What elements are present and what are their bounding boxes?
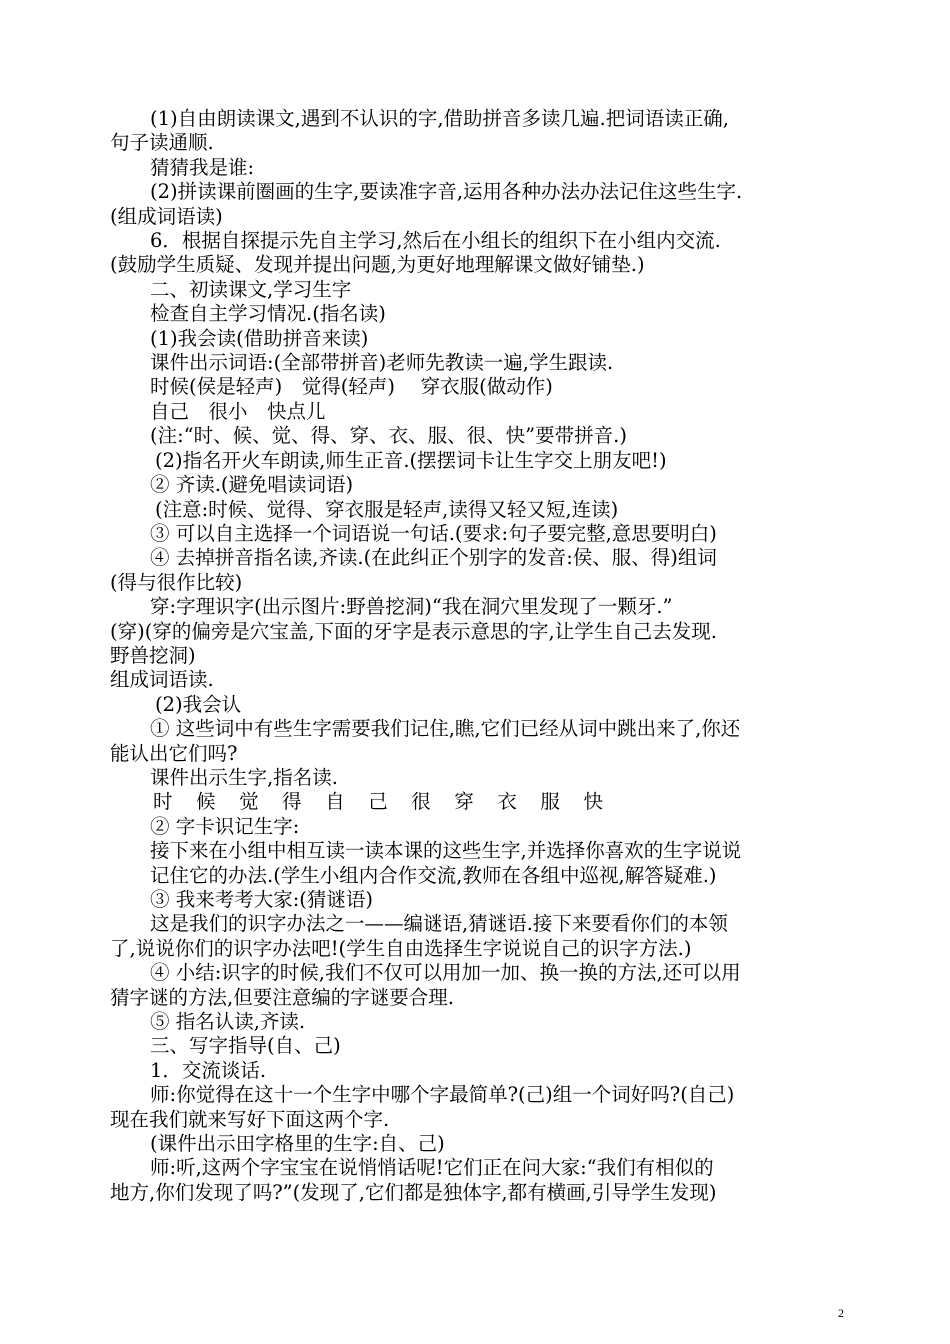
page-number: 2 bbox=[838, 1306, 844, 1320]
text-line: (课件出示田字格里的生字:自、己) bbox=[150, 1132, 445, 1156]
text-line: 6．根据自探提示先自主学习,然后在小组长的组织下在小组内交流. bbox=[150, 229, 721, 253]
text-line: (2)我会认 bbox=[155, 692, 242, 716]
text-line: 三、写字指导(自、己) bbox=[150, 1034, 341, 1058]
text-line: 了,说说你们的识字办法吧!(学生自由选择生字说说自己的识字方法.) bbox=[110, 936, 692, 960]
character-item: 时 bbox=[153, 790, 173, 814]
text-line: 现在我们就来写好下面这两个字. bbox=[110, 1107, 390, 1131]
text-line: (得与很作比较) bbox=[110, 570, 243, 594]
text-line: 记住它的办法.(学生小组内合作交流,教师在各组中巡视,解答疑难.) bbox=[150, 863, 717, 887]
text-line: 二、初读课文,学习生字 bbox=[150, 277, 352, 301]
text-line: (注:“时、候、觉、得、穿、衣、服、很、快”要带拼音.) bbox=[150, 424, 627, 448]
paragraphs-after bbox=[110, 815, 845, 1206]
text-line: 穿:字理识字(出示图片:野兽挖洞)“我在洞穴里发现了一颗牙.” bbox=[150, 595, 673, 619]
character-item: 得 bbox=[282, 790, 302, 814]
text-line: 猜字谜的方法,但要注意编的字谜要合理. bbox=[110, 985, 454, 1009]
text-line: ② 字卡识记生字: bbox=[150, 814, 300, 838]
text-line: 课件出示生字,指名读. bbox=[150, 765, 338, 789]
text-line: 能认出它们吗? bbox=[110, 741, 238, 765]
character-list bbox=[110, 790, 603, 814]
text-line: 地方,你们发现了吗?”(发现了,它们都是独体字,都有横画,引导学生发现) bbox=[110, 1180, 717, 1204]
text-line: 课件出示词语:(全部带拼音)老师先教读一遍,学生跟读. bbox=[150, 351, 614, 375]
text-line: (鼓励学生质疑、发现并提出问题,为更好地理解课文做好铺垫.) bbox=[110, 253, 645, 277]
text-line: (1)自由朗读课文,遇到不认识的字,借助拼音多读几遍.把词语读正确, bbox=[150, 107, 729, 130]
text-line: ⑤ 指名认读,齐读. bbox=[150, 1010, 306, 1034]
text-line: ④ 去掉拼音指名读,齐读.(在此纠正个别字的发音:侯、服、得)组词 bbox=[150, 546, 717, 570]
text-line: 1．交流谈话. bbox=[150, 1058, 267, 1082]
text-line: (穿)(穿的偏旁是穴宝盖,下面的牙字是表示意思的字,让学生自己去发现. bbox=[110, 619, 717, 643]
character-item: 自 bbox=[325, 790, 345, 814]
text-line: 师:你觉得在这十一个生字中哪个字最简单?(己)组一个词好吗?(自己) bbox=[150, 1083, 735, 1107]
text-line: (2)拼读课前圈画的生字,要读准字音,运用各种办法办法记住这些生字. bbox=[150, 180, 743, 204]
text-line: 检查自主学习情况.(指名读) bbox=[150, 302, 386, 326]
text-line: (1)我会读(借助拼音来读) bbox=[150, 326, 369, 350]
character-item: 己 bbox=[368, 790, 388, 814]
character-item: 衣 bbox=[497, 790, 517, 814]
text-line: 野兽挖洞) bbox=[110, 643, 196, 667]
text-line: ③ 我来考考大家:(猜谜语) bbox=[150, 888, 373, 911]
text-line: ③ 可以自主选择一个词语说一句话.(要求:句子要完整,意思要明白) bbox=[150, 521, 717, 545]
text-line: ④ 小结:识字的时候,我们不仅可以用加一加、换一换的方法,还可以用 bbox=[150, 961, 741, 985]
text-line: 时候(侯是轻声) 觉得(轻声) 穿衣服(做动作) bbox=[150, 375, 553, 399]
text-line: ① 这些词中有些生字需要我们记住,瞧,它们已经从词中跳出来了,你还 bbox=[150, 717, 741, 741]
text-line: (组成词语读) bbox=[110, 204, 223, 228]
text-line: 这是我们的识字办法之一——编谜语,猜谜语.接下来要看你们的本领 bbox=[150, 912, 728, 936]
text-line: 自己 很小 快点儿 bbox=[150, 399, 326, 423]
character-item: 觉 bbox=[239, 790, 259, 814]
text-line: 师:听,这两个字宝宝在说悄悄话呢!它们正在问大家:“我们有相似的 bbox=[150, 1156, 714, 1180]
text-line: (注意:时候、觉得、穿衣服是轻声,读得又轻又短,连读) bbox=[155, 497, 619, 521]
body-text bbox=[110, 107, 845, 1205]
text-line: (2)指名开火车朗读,师生正音.(摆摆词卡让生字交上朋友吧!) bbox=[155, 448, 667, 472]
character-item: 穿 bbox=[454, 790, 474, 814]
text-line: ② 齐读.(避免唱读词语) bbox=[150, 473, 354, 497]
text-line: 接下来在小组中相互读一读本课的这些生字,并选择你喜欢的生字说说 bbox=[150, 839, 742, 863]
paragraphs-before bbox=[110, 107, 845, 790]
text-line: 组成词语读. bbox=[110, 668, 214, 692]
character-item: 很 bbox=[411, 790, 431, 814]
character-item: 服 bbox=[540, 790, 560, 814]
character-item: 快 bbox=[583, 790, 603, 814]
text-line: 句子读通顺. bbox=[110, 131, 214, 155]
character-item: 候 bbox=[196, 790, 216, 814]
text-line: 猜猜我是谁: bbox=[150, 155, 255, 179]
